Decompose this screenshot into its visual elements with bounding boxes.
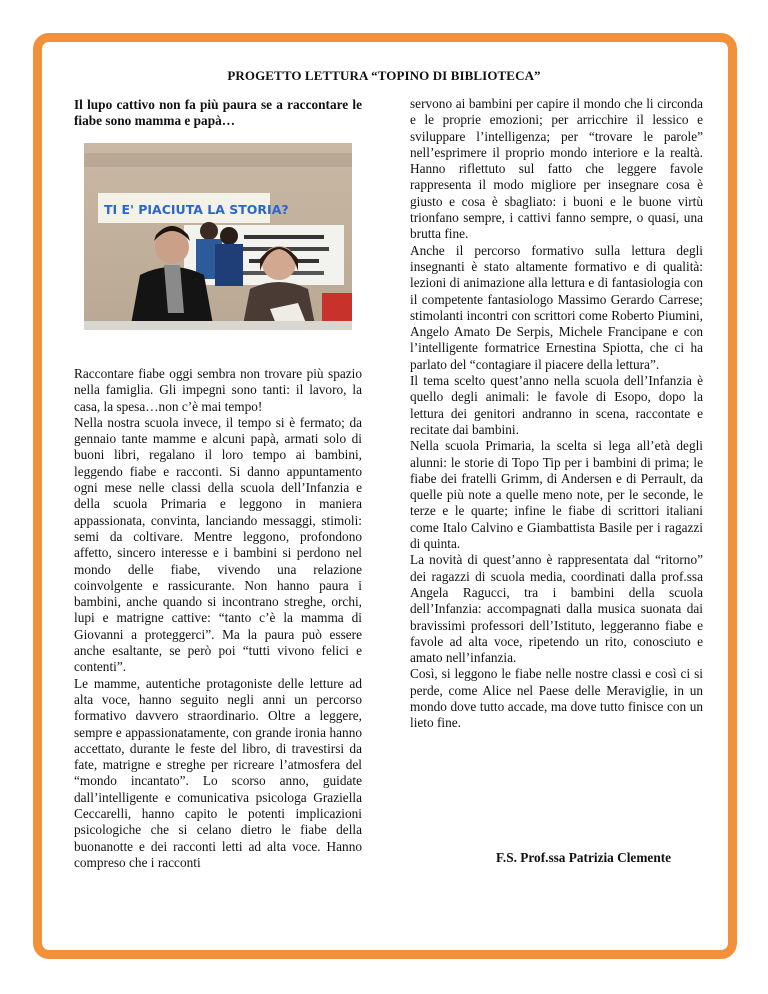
- paragraph: La novità di quest’anno è rappresentata dal “ritorno” dei ragazzi di scuola media, coordinati dalla prof.ssa Angela Ragucci, tra i bambini della scuola dell’Infanzia: accompagnati dalla musica suonata dai bravissimi professori dell’Istituto, leggeranno fiabe e favole ad alta voce, ripetendo un rito, conosciuto e amato nell’infanzia.: [410, 552, 703, 666]
- paragraph: Il tema scelto quest’anno nella scuola dell’Infanzia è quello degli animali: le favole di Esopo, dopo la lettura dei genitori andranno in scena, raccontate e recitate dai bambini.: [410, 373, 703, 437]
- paragraph: Nella scuola Primaria, la scelta si lega all’età degli alunni: le storie di Topo Tip per i bambini di prima; le fiabe dei fratelli Grimm, di Andersen e di Perrault, da quelle più note a quelle meno note, per le seconde, le terze e le quarte; infine le fiabe di scrittori italiani come Italo Calvino e Giambattista Basile per i ragazzi di quinta.: [410, 438, 703, 552]
- lead-heading: Il lupo cattivo non fa più paura se a raccontare le fiabe sono mamma e papà…: [74, 97, 362, 129]
- paragraph: Nella nostra scuola invece, il tempo si è fermato; da gennaio tante mamme e alcuni papà, armati solo di buoni libri, regalano il loro tempo ai bambini, leggendo fiabe e racconti. Si danno appuntamento ogni mese nelle classi della scuola dell’Infanzia e della scuola Primaria e leggono in maniera appassionata, convinta, lanciando messaggi, stimoli: semi da coltivare. Mentre leggono, profondono affetto, sincero interesse e i bambini si perdono nel mondo delle fiabe, vivendo una relazione coinvolgente e rassicurante. Non hanno paura i bambini, anche quando si incontrano streghe, orchi, lupi e matrigne cattive: “tanto c’è la mamma di Giovanni a proteggerci”. Ma la paura può essere anche esaltante, se però poi “tutti vivono felici e contenti”.: [74, 414, 362, 675]
- right-column-text: [410, 96, 703, 732]
- paragraph: Anche il percorso formativo sulla lettura degli insegnanti è stato altamente formativo e di qualità: lezioni di animazione alla lettura e di fantasiologia con il competente fantasiologo Massimo Gerardo Carrese; stimolanti incontri con scrittori come Roberto Piumini, Angelo Amato De Serpis, Michele Francipane e con l’intelligente formatrice Ernestina Spiotta, che ci ha parlato del “contagiare il piacere della lettura”.: [410, 242, 703, 372]
- photo-illustration: [84, 143, 352, 330]
- signature: F.S. Prof.ssa Patrizia Clemente: [496, 850, 672, 865]
- classroom-photo: [84, 143, 352, 330]
- paragraph: Raccontare fiabe oggi sembra non trovare più spazio nella famiglia. Gli impegni sono tanti: il lavoro, la casa, la spesa…non c’è mai tempo!: [74, 366, 362, 414]
- banner-text: TI E' PIACIUTA LA STORIA?: [104, 202, 289, 217]
- paragraph: Le mamme, autentiche protagoniste delle letture ad alta voce, hanno seguito negli anni un percorso formativo davvero straordinario. Oltre a leggere, sempre e appassionatamente, con grande ironia hanno accettato, durante le feste del libro, di travestirsi da fate, matrigne e streghe per ricreare l’atmosfera del “mondo incantato”. Lo scorso anno, guidate dall’intelligente e comunicativa psicologa Graziella Ceccarelli, hanno capito le potenti implicazioni psicologiche che si celano dietro le fiabe della buonanotte e dei racconti letti ad alta voce. Hanno compreso che i racconti: [74, 675, 362, 870]
- paragraph: Così, si leggono le fiabe nelle nostre classi e così ci si perde, come Alice nel Paese delle Meraviglie, in un mondo dove tutto accade, ma dove tutto finisce con un lieto fine.: [410, 666, 703, 731]
- left-column-text: [74, 366, 362, 871]
- paragraph: servono ai bambini per capire il mondo che li circonda e le proprie emozioni; per arricchire il lessico e sviluppare l’intelligenza; per “trovare le parole” nell’esprimere il proprio mondo interiore e la realtà. Hanno riflettuto sul fatto che leggere favole rappresenta il modo migliore per insegnare cosa è giusto e cosa è sbagliato: i buoni e le buone virtù trionfano sempre, i cattivi fanno sempre, o quasi, una brutta fine.: [410, 96, 703, 242]
- page-title: PROGETTO LETTURA “TOPINO DI BIBLIOTECA”: [227, 68, 541, 83]
